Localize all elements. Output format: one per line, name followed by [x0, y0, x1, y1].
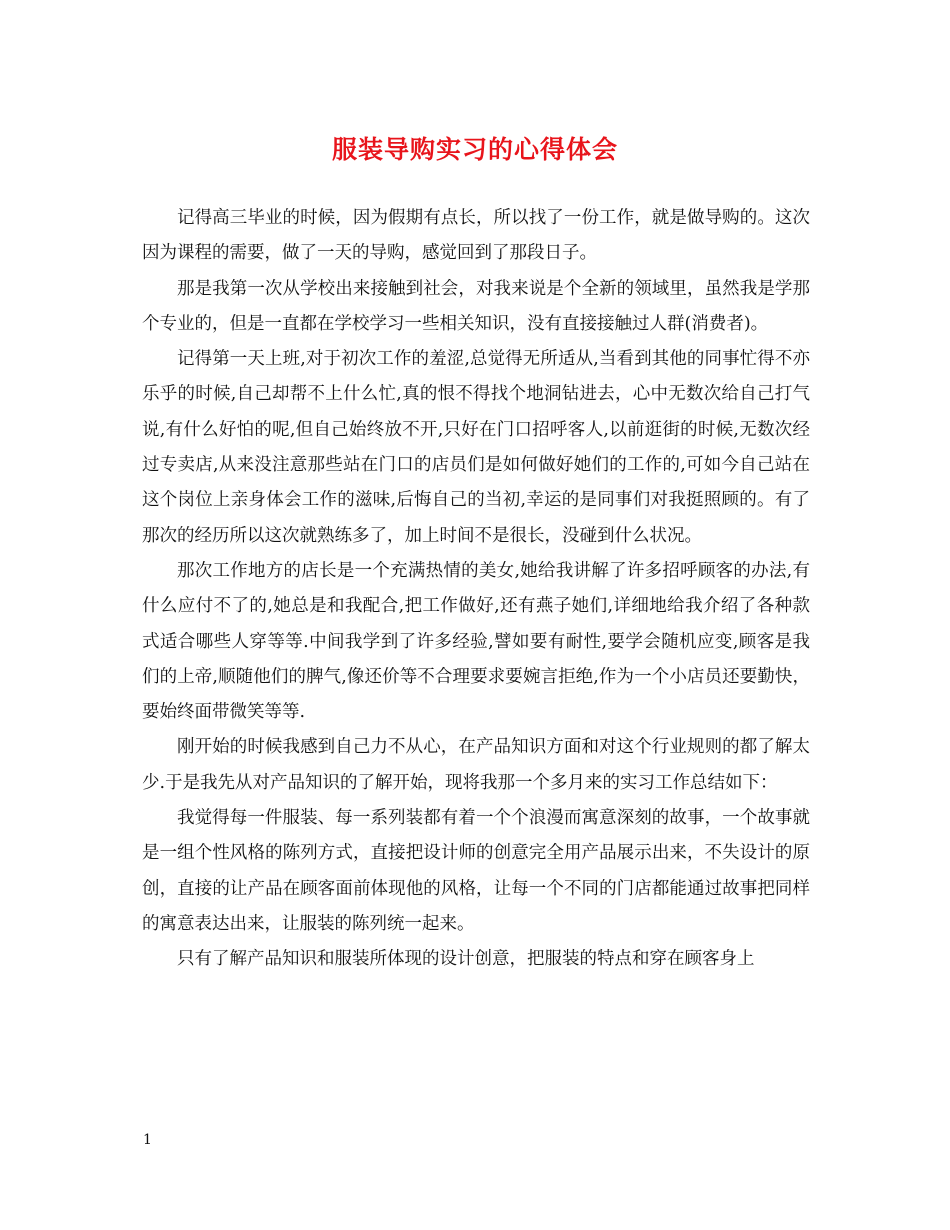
paragraph-7: 只有了解产品知识和服装所体现的设计创意，把服装的特点和穿在顾客身上 [177, 949, 755, 970]
page-title: 服装导购实习的心得体会 [331, 135, 618, 164]
page-number: 1 [143, 1132, 152, 1148]
paragraph-3: 记得第一天上班,对于初次工作的羞涩,总觉得无所适从,当看到其他的同事忙得不亦乐乎的时候,自己却帮不上什么忙,真的恨不得找个地洞钻进去，心中无数次给自己打气说,有什么好怕的呢,但自己始终放不开,只好在门口招呼客人,以前逛街的时候,无数次经过专卖店,从来没注意那些站在门口的店员们是如何做好她们的工作的,可如今自己站在这个岗位上亲身体会工作的滋味,后悔自己的当初,幸运的是同事们对我挺照顾的。有了那次的经历所以这次就熟练多了，加上时间不是很长，没碰到什么状况。 [142, 349, 810, 546]
paragraph-5: 刚开始的时候我感到自己力不从心，在产品知识方面和对这个行业规则的都了解太少.于是我先从对产品知识的了解开始，现将我那一个多月来的实习工作总结如下： [142, 737, 810, 793]
paragraph-2: 那是我第一次从学校出来接触到社会，对我来说是个全新的领域里，虽然我是学那个专业的，但是一直都在学校学习一些相关知识，没有直接接触过人群(消费者)。 [142, 278, 810, 334]
document-body [142, 201, 810, 978]
paragraph-6: 我觉得每一件服装、每一系列装都有着一个个浪漫而寓意深刻的故事，一个故事就是一组个性风格的陈列方式，直接把设计师的创意完全用产品展示出来，不失设计的原创，直接的让产品在顾客面前体现他的风格，让每一个不同的门店都能通过故事把同样的寓意表达出来，让服装的陈列统一起来。 [142, 808, 810, 934]
paragraph-4: 那次工作地方的店长是一个充满热情的美女,她给我讲解了许多招呼顾客的办法,有什么应付不了的,她总是和我配合,把工作做好,还有燕子她们,详细地给我介绍了各种款式适合哪些人穿等等.中间我学到了许多经验,譬如要有耐性,要学会随机应变,顾客是我们的上帝,顺随他们的脾气,像还价等不合理要求要婉言拒绝,作为一个小店员还要勤快，要始终面带微笑等等. [142, 560, 810, 723]
paragraph-1: 记得高三毕业的时候，因为假期有点长，所以找了一份工作，就是做导购的。这次因为课程的需要，做了一天的导购，感觉回到了那段日子。 [142, 208, 810, 264]
